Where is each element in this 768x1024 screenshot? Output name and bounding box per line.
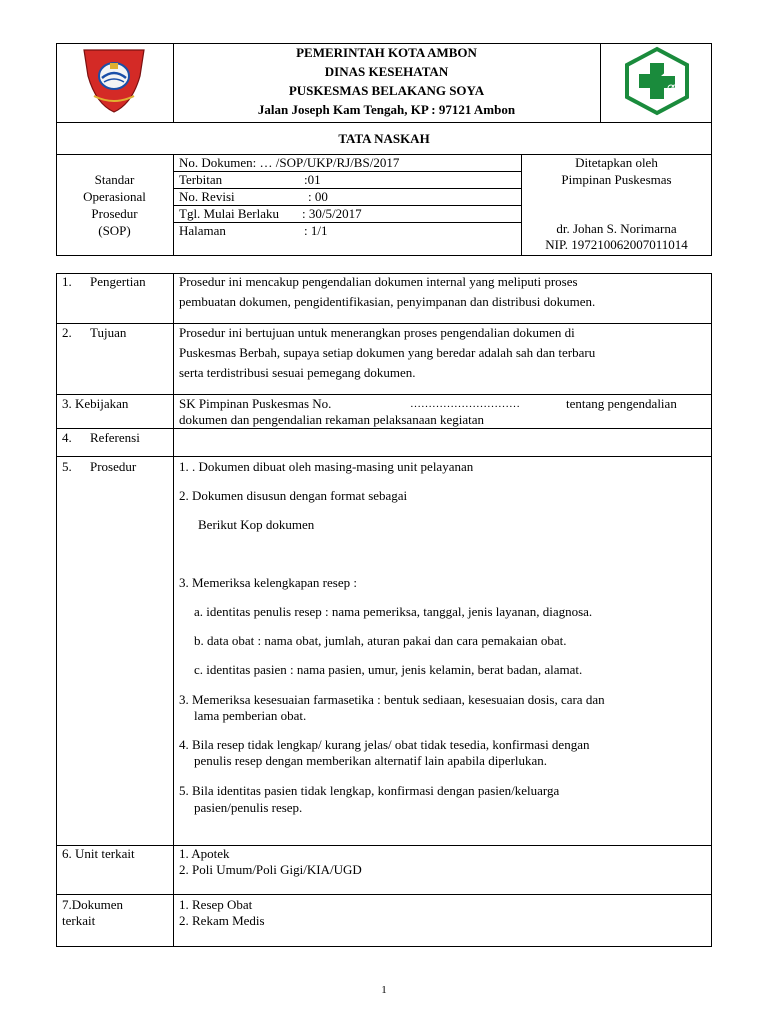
halaman-label: Halaman xyxy=(179,223,226,238)
prosedur-step-5-line-2: penulis resep dengan memberikan alternatif lain apabila diperlukan. xyxy=(194,753,548,768)
header-line-2: DINAS KESEHATAN xyxy=(324,64,449,79)
pengertian-text-2: pembuatan dokumen, pengidentifikasian, penyimpanan dan distribusi dokumen. xyxy=(179,294,596,309)
kebijakan-dots: ………………………… xyxy=(410,398,520,410)
prosedur-step-3b: b. data obat : nama obat, jumlah, aturan pakai dan cara pemakaian obat. xyxy=(194,633,567,648)
kemenkes-logo xyxy=(623,46,691,116)
sop-label-2: Operasional xyxy=(83,189,146,204)
kebijakan-text-a: SK Pimpinan Puskesmas No. xyxy=(179,396,332,411)
dokumen-terkait-item-2: 2. Rekam Medis xyxy=(179,913,265,928)
header-line-4: Jalan Joseph Kam Tengah, KP : 97121 Ambon xyxy=(257,102,516,117)
prosedur-step-6-line-2: pasien/penulis resep. xyxy=(194,800,303,815)
header-line-1: PEMERINTAH KOTA AMBON xyxy=(296,45,477,60)
pengertian-label: Pengertian xyxy=(90,274,146,289)
prosedur-step-4-line-1: 3. Memeriksa kesesuaian farmasetika : bentuk sediaan, kesesuaian dosis, cara dan xyxy=(179,692,605,707)
sop-label-4: (SOP) xyxy=(98,223,131,238)
approver-nip: NIP. 197210062007011014 xyxy=(545,237,688,252)
document-title: TATA NASKAH xyxy=(338,131,430,146)
no-revisi-label: No. Revisi xyxy=(179,189,235,204)
prosedur-step-5-line-1: 4. Bila resep tidak lengkap/ kurang jelas/ obat tidak tesedia, konfirmasi dengan xyxy=(179,737,590,752)
kebijakan-label: 3. Kebijakan xyxy=(62,396,129,411)
tgl-value: : 30/5/2017 xyxy=(302,206,362,221)
referensi-label: Referensi xyxy=(90,430,140,445)
no-revisi-value: : 00 xyxy=(308,189,328,204)
tujuan-num: 2. xyxy=(62,325,72,340)
header-line-3: PUSKESMAS BELAKANG SOYA xyxy=(288,83,485,98)
dokumen-terkait-item-1: 1. Resep Obat xyxy=(179,897,253,912)
dokumen-terkait-label-1: 7.Dokumen xyxy=(62,897,124,912)
prosedur-step-4-line-2: lama pemberian obat. xyxy=(194,708,307,723)
prosedur-num: 5. xyxy=(62,459,72,474)
prosedur-step-3: 3. Memeriksa kelengkapan resep : xyxy=(179,575,357,590)
terbitan-value: :01 xyxy=(304,172,321,187)
approver-name: dr. Johan S. Norimarna xyxy=(556,221,677,236)
approval-line-2: Pimpinan Puskesmas xyxy=(561,172,672,187)
prosedur-step-3a: a. identitas penulis resep : nama pemeriksa, tanggal, jenis layanan, diagnosa. xyxy=(194,604,593,619)
pengertian-text-1: Prosedur ini mencakup pengendalian dokumen internal yang meliputi proses xyxy=(179,274,578,289)
halaman-value: : 1/1 xyxy=(304,223,328,238)
tujuan-text-1: Prosedur ini bertujuan untuk menerangkan proses pengendalian dokumen di xyxy=(179,325,575,340)
unit-terkait-item-1: 1. Apotek xyxy=(179,846,230,861)
unit-terkait-label: 6. Unit terkait xyxy=(62,846,135,861)
tujuan-label: Tujuan xyxy=(90,325,127,340)
prosedur-step-2: 2. Dokumen disusun dengan format sebagai xyxy=(179,488,408,503)
unit-terkait-item-2: 2. Poli Umum/Poli Gigi/KIA/UGD xyxy=(179,862,362,877)
prosedur-step-2b: Berikut Kop dokumen xyxy=(198,517,315,532)
approval-line-1: Ditetapkan oleh xyxy=(575,155,658,170)
kebijakan-text-2: dokumen dan pengendalian rekaman pelaksanaan kegiatan xyxy=(179,412,485,427)
referensi-num: 4. xyxy=(62,430,72,445)
page-number: 1 xyxy=(381,984,387,996)
ambon-city-logo xyxy=(80,46,148,116)
tujuan-text-2: Puskesmas Berbah, supaya setiap dokumen yang beredar adalah sah dan terbaru xyxy=(179,345,596,360)
prosedur-step-3c: c. identitas pasien : nama pasien, umur, jenis kelamin, berat badan, alamat. xyxy=(194,662,583,677)
tgl-label: Tgl. Mulai Berlaku xyxy=(179,206,280,221)
prosedur-label: Prosedur xyxy=(90,459,137,474)
dokumen-terkait-label-2: terkait xyxy=(62,913,96,928)
prosedur-step-6-line-1: 5. Bila identitas pasien tidak lengkap, konfirmasi dengan pasien/keluarga xyxy=(179,783,560,798)
tujuan-text-3: serta terdistribusi sesuai pemegang dokumen. xyxy=(179,365,416,380)
sop-label-1: Standar xyxy=(94,172,135,187)
prosedur-step-1: 1. . Dokumen dibuat oleh masing-masing unit pelayanan xyxy=(179,459,474,474)
terbitan-label: Terbitan xyxy=(179,172,223,187)
kebijakan-text-b: tentang pengendalian xyxy=(566,396,677,411)
no-dokumen: No. Dokumen: … /SOP/UKP/RJ/BS/2017 xyxy=(179,155,400,170)
pengertian-num: 1. xyxy=(62,274,72,289)
sop-label-3: Prosedur xyxy=(91,206,138,221)
